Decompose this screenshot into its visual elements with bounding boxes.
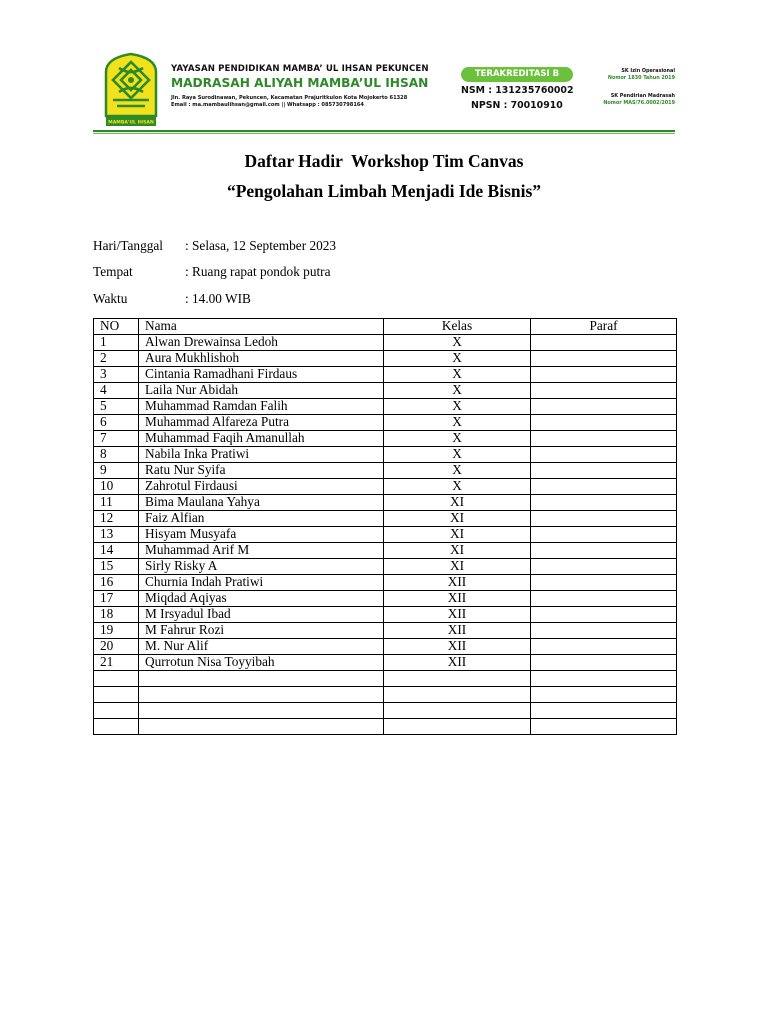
row-number (94, 719, 139, 735)
table-row (94, 479, 677, 495)
row-class: X (384, 479, 531, 495)
table-row (94, 687, 677, 703)
row-number: 3 (94, 367, 139, 383)
row-name: Laila Nur Abidah (139, 383, 384, 399)
document-title: Daftar Hadir Workshop Tim Canvas (244, 151, 524, 171)
row-signature[interactable] (531, 543, 677, 559)
row-signature[interactable] (531, 367, 677, 383)
row-name: Zahrotul Firdausi (139, 479, 384, 495)
row-name (139, 671, 384, 687)
table-row (94, 527, 677, 543)
row-signature[interactable] (531, 495, 677, 511)
row-name: Alwan Drewainsa Ledoh (139, 335, 384, 351)
row-name: Muhammad Faqih Amanullah (139, 431, 384, 447)
table-row (94, 367, 677, 383)
row-name: Sirly Risky A (139, 559, 384, 575)
row-class: XI (384, 559, 531, 575)
table-body (94, 335, 677, 735)
row-number: 2 (94, 351, 139, 367)
sk-operational (579, 68, 675, 81)
row-signature[interactable] (531, 399, 677, 415)
row-name: Nabila Inka Pratiwi (139, 447, 384, 463)
row-class: X (384, 383, 531, 399)
row-number: 16 (94, 575, 139, 591)
row-number: 5 (94, 399, 139, 415)
row-name: Muhammad Arif M (139, 543, 384, 559)
school-address: Jln. Raya Surodinawan, Pekuncen, Kecamatan Prajuritkulon Kota Mojokerto 61328 (171, 95, 408, 101)
row-class: X (384, 351, 531, 367)
table-row (94, 591, 677, 607)
row-number: 1 (94, 335, 139, 351)
row-signature[interactable] (531, 431, 677, 447)
sk-founding (579, 93, 675, 106)
row-number: 7 (94, 431, 139, 447)
header-name: Nama (139, 319, 384, 335)
table-row (94, 351, 677, 367)
row-class: X (384, 399, 531, 415)
table-row (94, 639, 677, 655)
row-name: Miqdad Aqiyas (139, 591, 384, 607)
row-signature[interactable] (531, 511, 677, 527)
header-divider (93, 130, 675, 132)
row-number: 19 (94, 623, 139, 639)
row-name (139, 719, 384, 735)
row-signature[interactable] (531, 415, 677, 431)
header-signature: Paraf (531, 319, 677, 335)
header-divider-light (93, 133, 675, 134)
header-class: Kelas (384, 319, 531, 335)
document-subtitle: “Pengolahan Limbah Menjadi Ide Bisnis” (226, 181, 542, 201)
table-row (94, 623, 677, 639)
table-row (94, 511, 677, 527)
table-row (94, 559, 677, 575)
date-label: Hari/Tanggal (93, 238, 163, 253)
table-row (94, 447, 677, 463)
table-row (94, 383, 677, 399)
row-number: 6 (94, 415, 139, 431)
sk-operational-title: SK Izin Operasional (621, 68, 675, 74)
row-name: Cintania Ramadhani Firdaus (139, 367, 384, 383)
table-row (94, 671, 677, 687)
row-number (94, 687, 139, 703)
row-signature[interactable] (531, 559, 677, 575)
attendance-table (93, 318, 677, 735)
row-number: 15 (94, 559, 139, 575)
table-row (94, 719, 677, 735)
row-number: 11 (94, 495, 139, 511)
logo-caption: MAMBA'UL IHSAN (108, 120, 154, 126)
school-name: MADRASAH ALIYAH MAMBA’UL IHSAN (171, 76, 429, 90)
row-signature[interactable] (531, 527, 677, 543)
row-class: XI (384, 495, 531, 511)
table-row (94, 543, 677, 559)
row-class (384, 703, 531, 719)
row-name: Hisyam Musyafa (139, 527, 384, 543)
row-number: 8 (94, 447, 139, 463)
table-row (94, 463, 677, 479)
row-signature[interactable] (531, 607, 677, 623)
row-number (94, 671, 139, 687)
row-class: XII (384, 607, 531, 623)
row-name: Bima Maulana Yahya (139, 495, 384, 511)
header-no: NO (94, 319, 139, 335)
row-signature[interactable] (531, 703, 677, 719)
sk-operational-number: Nomor 1830 Tahun 2019 (607, 75, 675, 81)
table-row (94, 495, 677, 511)
row-number: 21 (94, 655, 139, 671)
row-class: X (384, 447, 531, 463)
time-value: : 14.00 WIB (185, 291, 251, 306)
row-name (139, 703, 384, 719)
row-name: Muhammad Alfareza Putra (139, 415, 384, 431)
place-value: : Ruang rapat pondok putra (185, 264, 331, 279)
row-class: XII (384, 591, 531, 607)
row-name: Ratu Nur Syifa (139, 463, 384, 479)
row-class (384, 687, 531, 703)
table-row (94, 415, 677, 431)
row-name (139, 687, 384, 703)
row-number: 17 (94, 591, 139, 607)
row-class (384, 671, 531, 687)
row-signature[interactable] (531, 671, 677, 687)
row-class: XI (384, 511, 531, 527)
sk-founding-title: SK Pendirian Madrasah (610, 93, 675, 99)
row-number: 18 (94, 607, 139, 623)
row-number: 20 (94, 639, 139, 655)
row-class: X (384, 367, 531, 383)
row-number: 13 (94, 527, 139, 543)
date-value: : Selasa, 12 September 2023 (185, 238, 337, 253)
row-name: Churnia Indah Pratiwi (139, 575, 384, 591)
row-name: M Fahrur Rozi (139, 623, 384, 639)
row-class: XI (384, 527, 531, 543)
row-class: XI (384, 543, 531, 559)
table-header-row (94, 319, 677, 335)
row-class: X (384, 463, 531, 479)
row-number: 12 (94, 511, 139, 527)
row-name: Muhammad Ramdan Falih (139, 399, 384, 415)
table-row (94, 335, 677, 351)
row-signature[interactable] (531, 463, 677, 479)
school-logo-icon (101, 52, 161, 128)
row-signature[interactable] (531, 591, 677, 607)
table-row (94, 575, 677, 591)
row-signature[interactable] (531, 575, 677, 591)
row-signature[interactable] (531, 479, 677, 495)
row-number (94, 703, 139, 719)
row-class: XII (384, 623, 531, 639)
row-number: 9 (94, 463, 139, 479)
place-label: Tempat (93, 264, 133, 279)
nsm-number: NSM : 131235760002 (461, 85, 574, 96)
letterhead (93, 48, 675, 134)
npsn-number: NPSN : 70010910 (471, 100, 563, 111)
row-signature[interactable] (531, 623, 677, 639)
row-number: 10 (94, 479, 139, 495)
row-signature[interactable] (531, 687, 677, 703)
row-number: 14 (94, 543, 139, 559)
sk-founding-number: Nomor MAS/76.0002/2019 (603, 100, 675, 106)
row-signature[interactable] (531, 335, 677, 351)
row-signature[interactable] (531, 639, 677, 655)
row-class: XII (384, 639, 531, 655)
row-name: M Irsyadul Ibad (139, 607, 384, 623)
table-row (94, 655, 677, 671)
row-name: M. Nur Alif (139, 639, 384, 655)
row-number: 4 (94, 383, 139, 399)
school-contact: Email : ma.mambaulihsan@gmail.com || Whatsapp : 085730798164 (171, 102, 364, 108)
table-row (94, 431, 677, 447)
row-signature[interactable] (531, 383, 677, 399)
row-class: XII (384, 655, 531, 671)
row-signature[interactable] (531, 447, 677, 463)
row-signature[interactable] (531, 351, 677, 367)
row-class: X (384, 415, 531, 431)
row-name: Faiz Alfian (139, 511, 384, 527)
row-signature[interactable] (531, 655, 677, 671)
accreditation-badge: TERAKREDITASI B (461, 67, 573, 82)
table-row (94, 703, 677, 719)
table-row (94, 607, 677, 623)
time-label: Waktu (93, 291, 128, 306)
table-row (94, 399, 677, 415)
row-name: Aura Mukhlishoh (139, 351, 384, 367)
row-class (384, 719, 531, 735)
row-class: XII (384, 575, 531, 591)
row-class: X (384, 431, 531, 447)
row-signature[interactable] (531, 719, 677, 735)
row-class: X (384, 335, 531, 351)
foundation-name: YAYASAN PENDIDIKAN MAMBA’ UL IHSAN PEKUNCEN (171, 64, 429, 74)
row-name: Qurrotun Nisa Toyyibah (139, 655, 384, 671)
